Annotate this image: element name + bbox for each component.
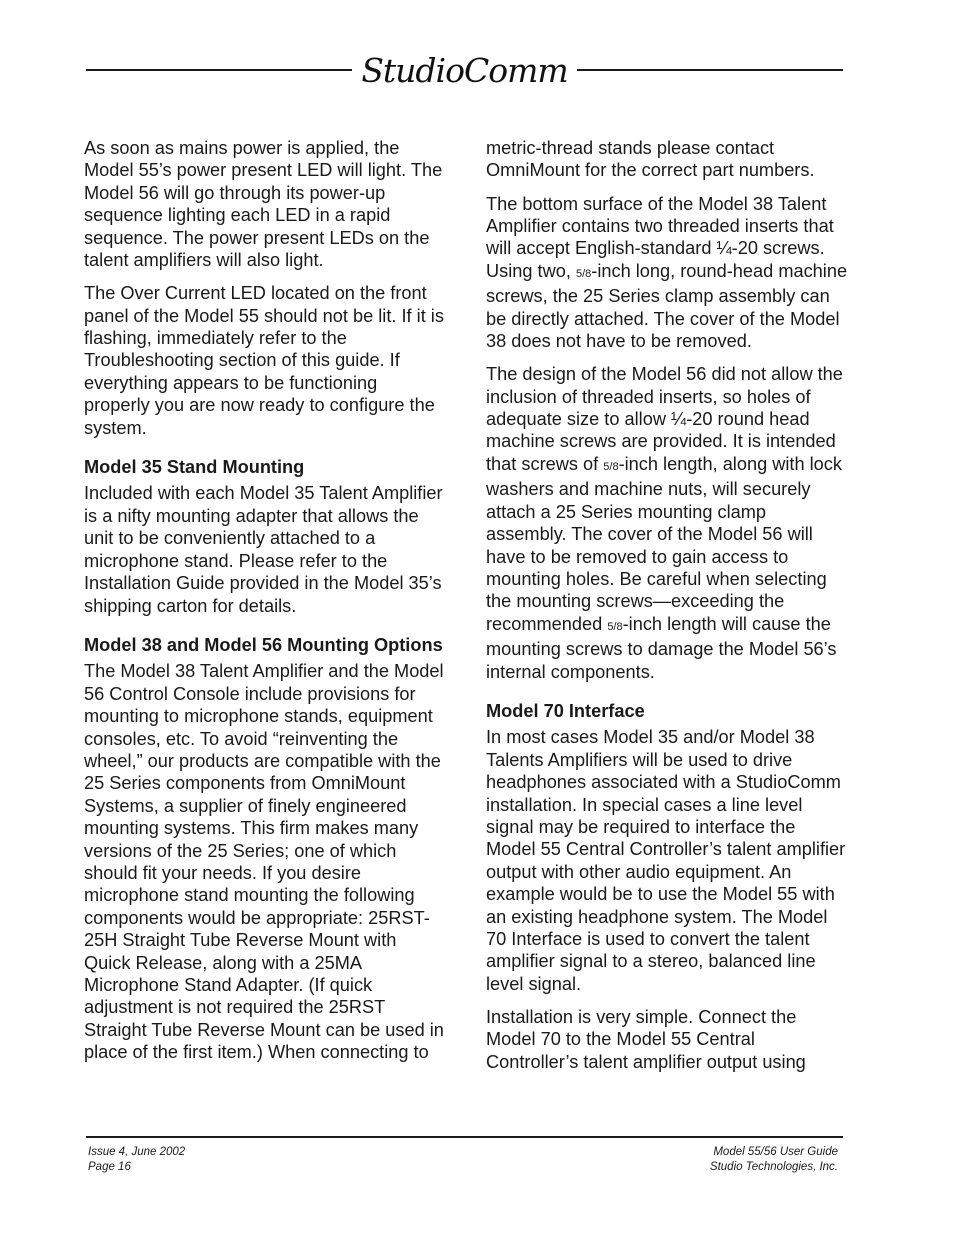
footer-left bbox=[88, 1145, 185, 1175]
footer-company: Studio Technologies, Inc. bbox=[709, 1161, 838, 1173]
fraction-five-eighths: 5/8 bbox=[607, 620, 623, 633]
footer-page-number: Page 16 bbox=[88, 1161, 131, 1173]
header-rule-left bbox=[86, 69, 352, 71]
text-segment: The design of the Model 56 did not allow the inclusion of threaded inserts, so holes of adequate size to allow bbox=[486, 364, 843, 430]
paragraph-model56-design bbox=[486, 363, 848, 683]
fraction-quarter: ¼ bbox=[671, 409, 687, 430]
paragraph-model38-inserts bbox=[486, 193, 848, 353]
text-segment: -inch length, along with lock washers and machine nuts, will securely attach a 25 Series mounting clamp assembly. The cover of the Model 56 will have to be removed to gain access to mounting holes. Be careful when selecting the mounting screws—exceeding the recommended bbox=[486, 453, 842, 634]
paragraph-model70-usage: In most cases Model 35 and/or Model 38 Talents Amplifiers will be used to drive headphones associated with a StudioComm installation. In special cases a line level signal may be required to interface the Model 55 Central Controller’s talent amplifier output with other audio equipment. An example would be to use the Model 55 with an existing headphone system. The Model 70 Interface is used to convert the talent amplifier signal to a stereo, balanced line level signal. bbox=[486, 727, 846, 994]
heading-model38-56-mounting: Model 38 and Model 56 Mounting Options bbox=[84, 634, 443, 655]
paragraph-metric-thread: metric-thread stands please contact OmniMount for the correct part numbers. bbox=[486, 138, 815, 181]
footer-guide-title: Model 55/56 User Guide bbox=[713, 1146, 838, 1158]
header-rule-right bbox=[577, 69, 843, 71]
text-segment: -inch long, round-head machine screws, the 25 Series clamp assembly can be directly attached. The cover of the Model 38 does not have to be removed. bbox=[486, 260, 848, 352]
heading-model35-stand-mounting: Model 35 Stand Mounting bbox=[84, 457, 305, 478]
studiocomm-logo: StudioComm bbox=[361, 51, 568, 90]
text-segment: -20 round head machine screws are provided. It is intended that screws of bbox=[486, 409, 836, 474]
footer-rule bbox=[86, 1136, 843, 1138]
paragraph-power-applied: As soon as mains power is applied, the Model 55’s power present LED will light. The Model 56 will go through its power-up sequence lighting each LED in a rapid sequence. The power present LEDs on the talent amplifiers will also light. bbox=[84, 138, 443, 271]
paragraph-installation: Installation is very simple. Connect the Model 70 to the Model 55 Central Controller’s talent amplifier output using bbox=[486, 1007, 806, 1072]
text-segment: The bottom surface of the Model 38 Talent Amplifier contains two threaded inserts that will accept English-standard bbox=[486, 193, 834, 259]
paragraph-over-current: The Over Current LED located on the front panel of the Model 55 should not be lit. If it is flashing, immediately refer to the Troubleshooting section of this guide. If everything appears to be functioning properly you are now ready to configure the system. bbox=[84, 283, 444, 438]
left-column bbox=[84, 137, 446, 1074]
paragraph-mounting-options: The Model 38 Talent Amplifier and the Model 56 Control Console include provisions for mounting to microphone stands, equipment consoles, etc. To avoid “reinventing the wheel,” our products are compatible with the 25 Series components from OmniMount Systems, a supplier of finely engineered mounting systems. This firm makes many versions of the 25 Series; one of which should fit your needs. If you desire microphone stand mounting the following components would be appropriate: 25RST-25H Straight Tube Reverse Mount with Quick Release, along with a 25MA Microphone Stand Adapter. (If quick adjustment is not required the 25RST Straight Tube Reverse Mount can be used in place of the first item.) When connecting to bbox=[84, 661, 444, 1063]
fraction-five-eighths: 5/8 bbox=[575, 267, 592, 280]
paragraph-model35-adapter: Included with each Model 35 Talent Amplifier is a nifty mounting adapter that allows the unit to be conveniently attached to a microphone stand. Please refer to the Installation Guide provided in the Model 35’s shipping carton for details. bbox=[84, 483, 443, 616]
heading-model70-interface: Model 70 Interface bbox=[486, 700, 645, 721]
fraction-five-eighths: 5/8 bbox=[603, 460, 619, 473]
text-segment: -20 screws. Using two, bbox=[486, 238, 825, 281]
footer-right bbox=[710, 1145, 838, 1175]
text-segment: -inch length will cause the mounting screws to damage the Model 56’s internal components. bbox=[486, 613, 837, 682]
right-column bbox=[486, 137, 848, 1084]
footer-issue: Issue 4, June 2002 bbox=[88, 1146, 186, 1158]
fraction-quarter: ¼ bbox=[716, 238, 732, 259]
